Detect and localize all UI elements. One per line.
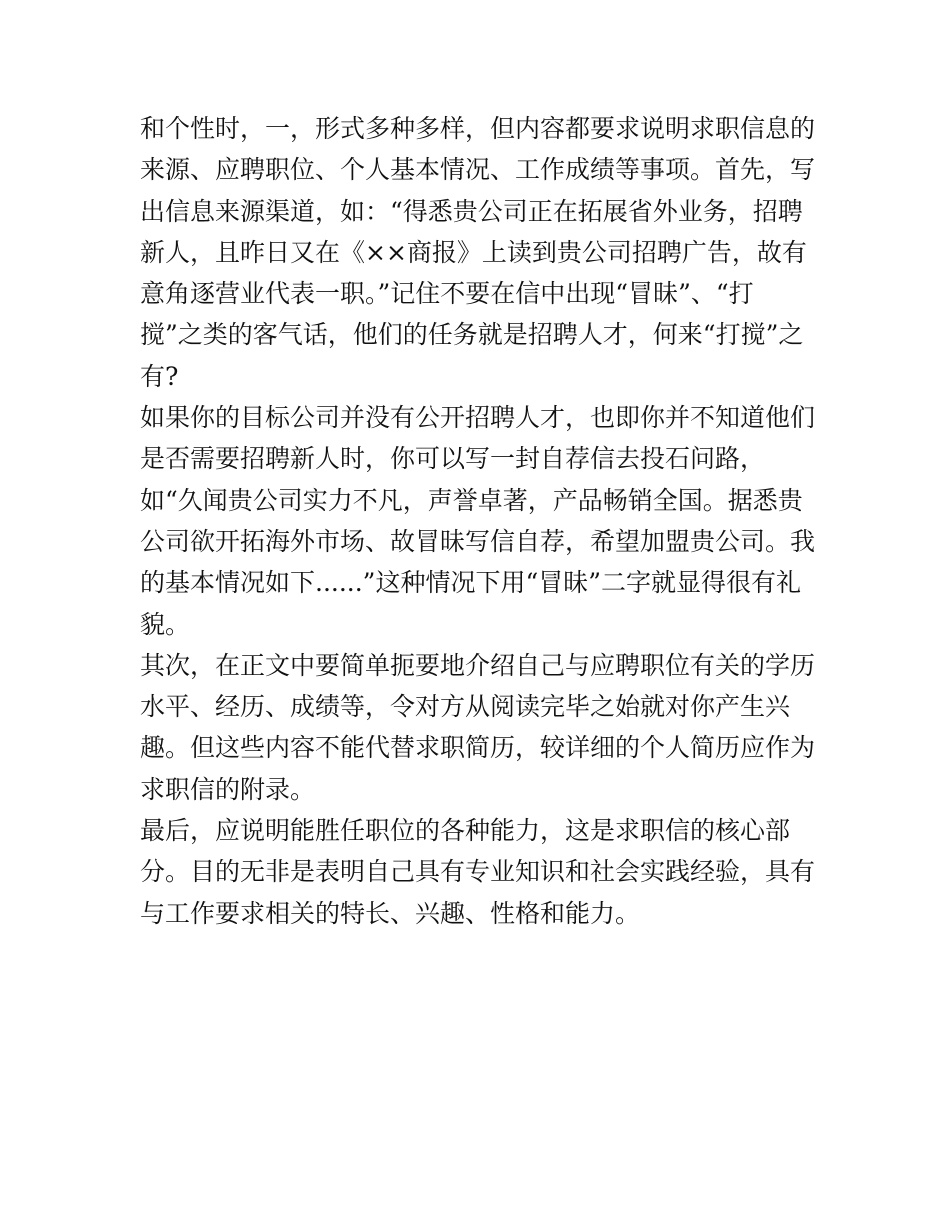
text-line-17: 求职信的附录。 [140,774,316,804]
text-line-14: 其次，在正文中要简单扼要地介绍自己与应聘职位有关的学历 [140,650,816,680]
text-line-8: 如果你的目标公司并没有公开招聘人才，也即你并不知道他们 [140,403,816,433]
text-line-7: 有? [140,361,179,391]
text-line-5: 意角逐营业代表一职。”记住不要在信中出现“冒昧”、“打 [140,279,754,309]
text-line-3: 出信息来源渠道，如：“得悉贵公司正在拓展省外业务，招聘 [140,196,803,226]
text-line-13: 貌。 [140,609,191,639]
text-line-20: 与工作要求相关的特长、兴趣、性格和能力。 [140,898,641,928]
text-line-12: 的基本情况如下......”这种情况下用“冒昧”二字就显得很有礼 [140,568,802,598]
text-line-4: 新人，且昨日又在《××商报》上读到贵公司招聘广告，故有 [140,237,807,267]
text-line-11: 公司欲开拓海外市场、故冒昧写信自荐，希望加盟贵公司。我 [140,526,816,556]
document-body [140,108,820,934]
text-line-16: 趣。但这些内容不能代替求职简历，较详细的个人简历应作为 [140,733,816,763]
text-line-15: 水平、经历、成绩等，令对方从阅读完毕之始就对你产生兴 [140,692,791,722]
text-line-1: 和个性时，一，形式多种多样，但内容都要求说明求职信息的 [140,114,816,143]
text-line-9: 是否需要招聘新人时，你可以写一封自荐信去投石问路， [140,444,766,474]
text-line-6: 搅”之类的客气话，他们的任务就是招聘人才，何来“打搅”之 [140,320,804,350]
text-line-2: 来源、应聘职位、个人基本情况、工作成绩等事项。首先，写 [140,155,816,185]
text-line-18: 最后，应说明能胜任职位的各种能力，这是求职信的核心部 [140,816,791,846]
text-line-19: 分。目的无非是表明自己具有专业知识和社会实践经验，具有 [140,857,816,887]
text-line-10: 如“久闻贵公司实力不凡，声誉卓著，产品畅销全国。据悉贵 [140,485,803,515]
